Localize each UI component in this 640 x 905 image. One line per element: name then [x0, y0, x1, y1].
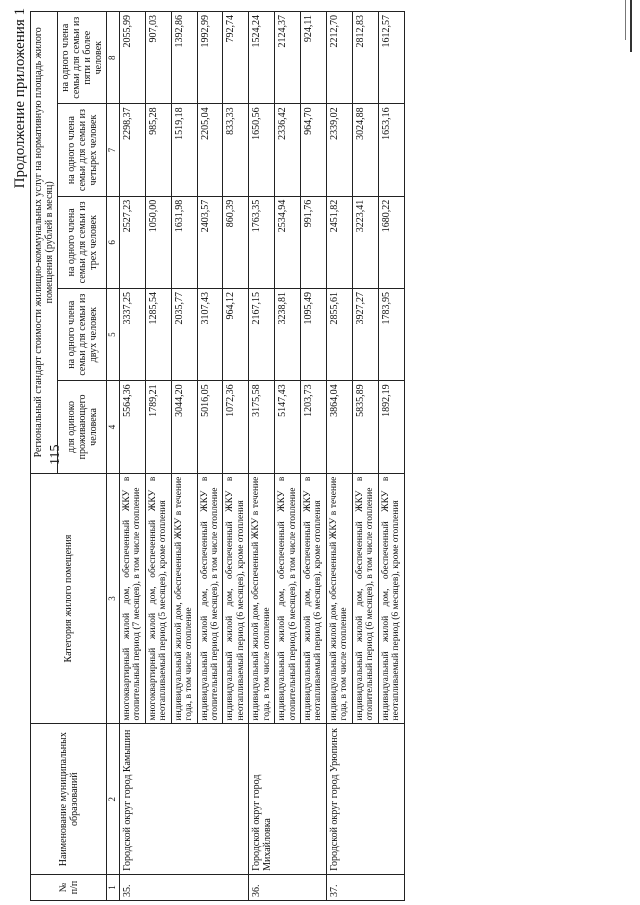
value-cell: 1392,86	[171, 12, 197, 104]
value-cell: 3238,81	[275, 289, 301, 381]
value-cell: 3044,20	[171, 381, 197, 473]
column-index: 7	[107, 104, 120, 196]
header-family-2: на одного члена семьи для семьи из двух человек	[58, 289, 107, 381]
value-cell: 3175,58	[249, 381, 275, 473]
value-cell: 907,03	[145, 12, 171, 104]
appendix-caption: Продолжение приложения 1	[12, 8, 28, 189]
housing-category: индивидуальный жилой дом, обеспеченный ЖКУ в течение года, в том числе отопление	[249, 473, 275, 724]
housing-category: индивидуальный жилой дом, обеспеченный ЖКУ в течение года, в том числе отопление	[326, 473, 352, 724]
value-cell: 5564,36	[119, 381, 145, 473]
value-cell: 2035,77	[171, 289, 197, 381]
column-index: 4	[107, 381, 120, 473]
value-cell: 1612,57	[378, 12, 404, 104]
municipality-name: Городской округ город Михайловка	[249, 724, 327, 874]
value-cell: 2403,57	[197, 196, 223, 288]
table-row	[326, 12, 352, 901]
housing-category: индивидуальный жилой дом, обеспеченный ЖКУ в неотапливаемый период (6 месяцев), кроме отопления	[301, 473, 327, 724]
value-cell: 2212,70	[326, 12, 352, 104]
housing-category: индивидуальный жилой дом, обеспеченный ЖКУ в течение года, в том числе отопление	[171, 473, 197, 724]
header-single: для одиноко проживающего человека	[58, 381, 107, 473]
value-cell: 833,33	[223, 104, 249, 196]
page-number: 115	[48, 444, 63, 465]
row-number: 36.	[249, 874, 327, 900]
value-cell: 1763,35	[249, 196, 275, 288]
value-cell: 1992,99	[197, 12, 223, 104]
housing-category: многоквартирный жилой дом, обеспеченный ЖКУ в неотапливаемый период (5 месяцев), кроме отопления	[145, 473, 171, 724]
value-cell: 991,76	[301, 196, 327, 288]
column-index: 2	[107, 724, 120, 874]
value-cell: 2339,02	[326, 104, 352, 196]
value-cell: 1095,49	[301, 289, 327, 381]
value-cell: 2527,23	[119, 196, 145, 288]
table-row	[119, 12, 145, 901]
column-index: 1	[107, 874, 120, 900]
value-cell: 3223,41	[352, 196, 378, 288]
municipality-name: Городской округ город Урюпинск	[326, 724, 404, 874]
housing-category: индивидуальный жилой дом, обеспеченный ЖКУ в отопительный период (6 месяцев), в том числе отопление	[275, 473, 301, 724]
table-wrapper	[30, 11, 405, 901]
value-cell: 2124,37	[275, 12, 301, 104]
value-cell: 3107,43	[197, 289, 223, 381]
value-cell: 1050,00	[145, 196, 171, 288]
value-cell: 1653,16	[378, 104, 404, 196]
value-cell: 5016,05	[197, 381, 223, 473]
municipality-name: Городской округ город Камышин	[119, 724, 248, 874]
column-index: 3	[107, 473, 120, 724]
value-cell: 1892,19	[378, 381, 404, 473]
value-cell: 924,11	[301, 12, 327, 104]
value-cell: 985,28	[145, 104, 171, 196]
row-number: 35.	[119, 874, 248, 900]
value-cell: 3864,04	[326, 381, 352, 473]
value-cell: 2055,99	[119, 12, 145, 104]
value-cell: 1783,95	[378, 289, 404, 381]
value-cell: 2336,42	[275, 104, 301, 196]
row-number: 37.	[326, 874, 404, 900]
column-index-row	[107, 12, 120, 901]
header-standard-group: Региональный стандарт стоимости жилищно-коммунальных услуг на нормативную площадь жилого помещения (рублей в месяц)	[31, 12, 58, 474]
value-cell: 3024,88	[352, 104, 378, 196]
column-index: 8	[107, 12, 120, 104]
value-cell: 2298,37	[119, 104, 145, 196]
header-family-5: на одного члена семьи для семьи из пяти и более человек	[58, 12, 107, 104]
housing-category: индивидуальный жилой дом, обеспеченный ЖКУ в неотапливаемый период (6 месяцев), кроме отопления	[223, 473, 249, 724]
value-cell: 1680,22	[378, 196, 404, 288]
header-category: Категория жилого помещения	[31, 473, 107, 724]
value-cell: 1519,18	[171, 104, 197, 196]
value-cell: 2855,61	[326, 289, 352, 381]
column-index: 5	[107, 289, 120, 381]
value-cell: 2205,04	[197, 104, 223, 196]
column-index: 6	[107, 196, 120, 288]
value-cell: 1203,73	[301, 381, 327, 473]
housing-category: многоквартирный жилой дом, обеспеченный ЖКУ в отопительный период (7 месяцев), в том числе отопление	[119, 473, 145, 724]
value-cell: 1524,24	[249, 12, 275, 104]
value-cell: 964,70	[301, 104, 327, 196]
value-cell: 860,39	[223, 196, 249, 288]
value-cell: 1285,54	[145, 289, 171, 381]
value-cell: 1789,21	[145, 381, 171, 473]
value-cell: 3337,25	[119, 289, 145, 381]
value-cell: 1650,56	[249, 104, 275, 196]
header-number: № п/п	[31, 874, 107, 900]
value-cell: 1072,36	[223, 381, 249, 473]
value-cell: 964,12	[223, 289, 249, 381]
housing-category: индивидуальный жилой дом, обеспеченный ЖКУ в неотапливаемый период (6 месяцев), кроме отопления	[378, 473, 404, 724]
value-cell: 1631,98	[171, 196, 197, 288]
header-family-3: на одного члена семьи для семьи из трех человек	[58, 196, 107, 288]
value-cell: 2451,82	[326, 196, 352, 288]
table-row	[249, 12, 275, 901]
value-cell: 792,74	[223, 12, 249, 104]
value-cell: 2534,94	[275, 196, 301, 288]
value-cell: 5835,89	[352, 381, 378, 473]
value-cell: 2812,83	[352, 12, 378, 104]
housing-category: индивидуальный жилой дом, обеспеченный ЖКУ в отопительный период (6 месяцев), в том числе отопление	[352, 473, 378, 724]
housing-category: индивидуальный жилой дом, обеспеченный ЖКУ в отопительный период (6 месяцев), в том числе отопление	[197, 473, 223, 724]
value-cell: 5147,43	[275, 381, 301, 473]
header-municipality: Наименование муниципальных образований	[31, 724, 107, 874]
value-cell: 3927,27	[352, 289, 378, 381]
value-cell: 2167,15	[249, 289, 275, 381]
header-family-4: на одного члена семьи для семьи из четырех человек	[58, 104, 107, 196]
housing-cost-table	[30, 11, 405, 901]
